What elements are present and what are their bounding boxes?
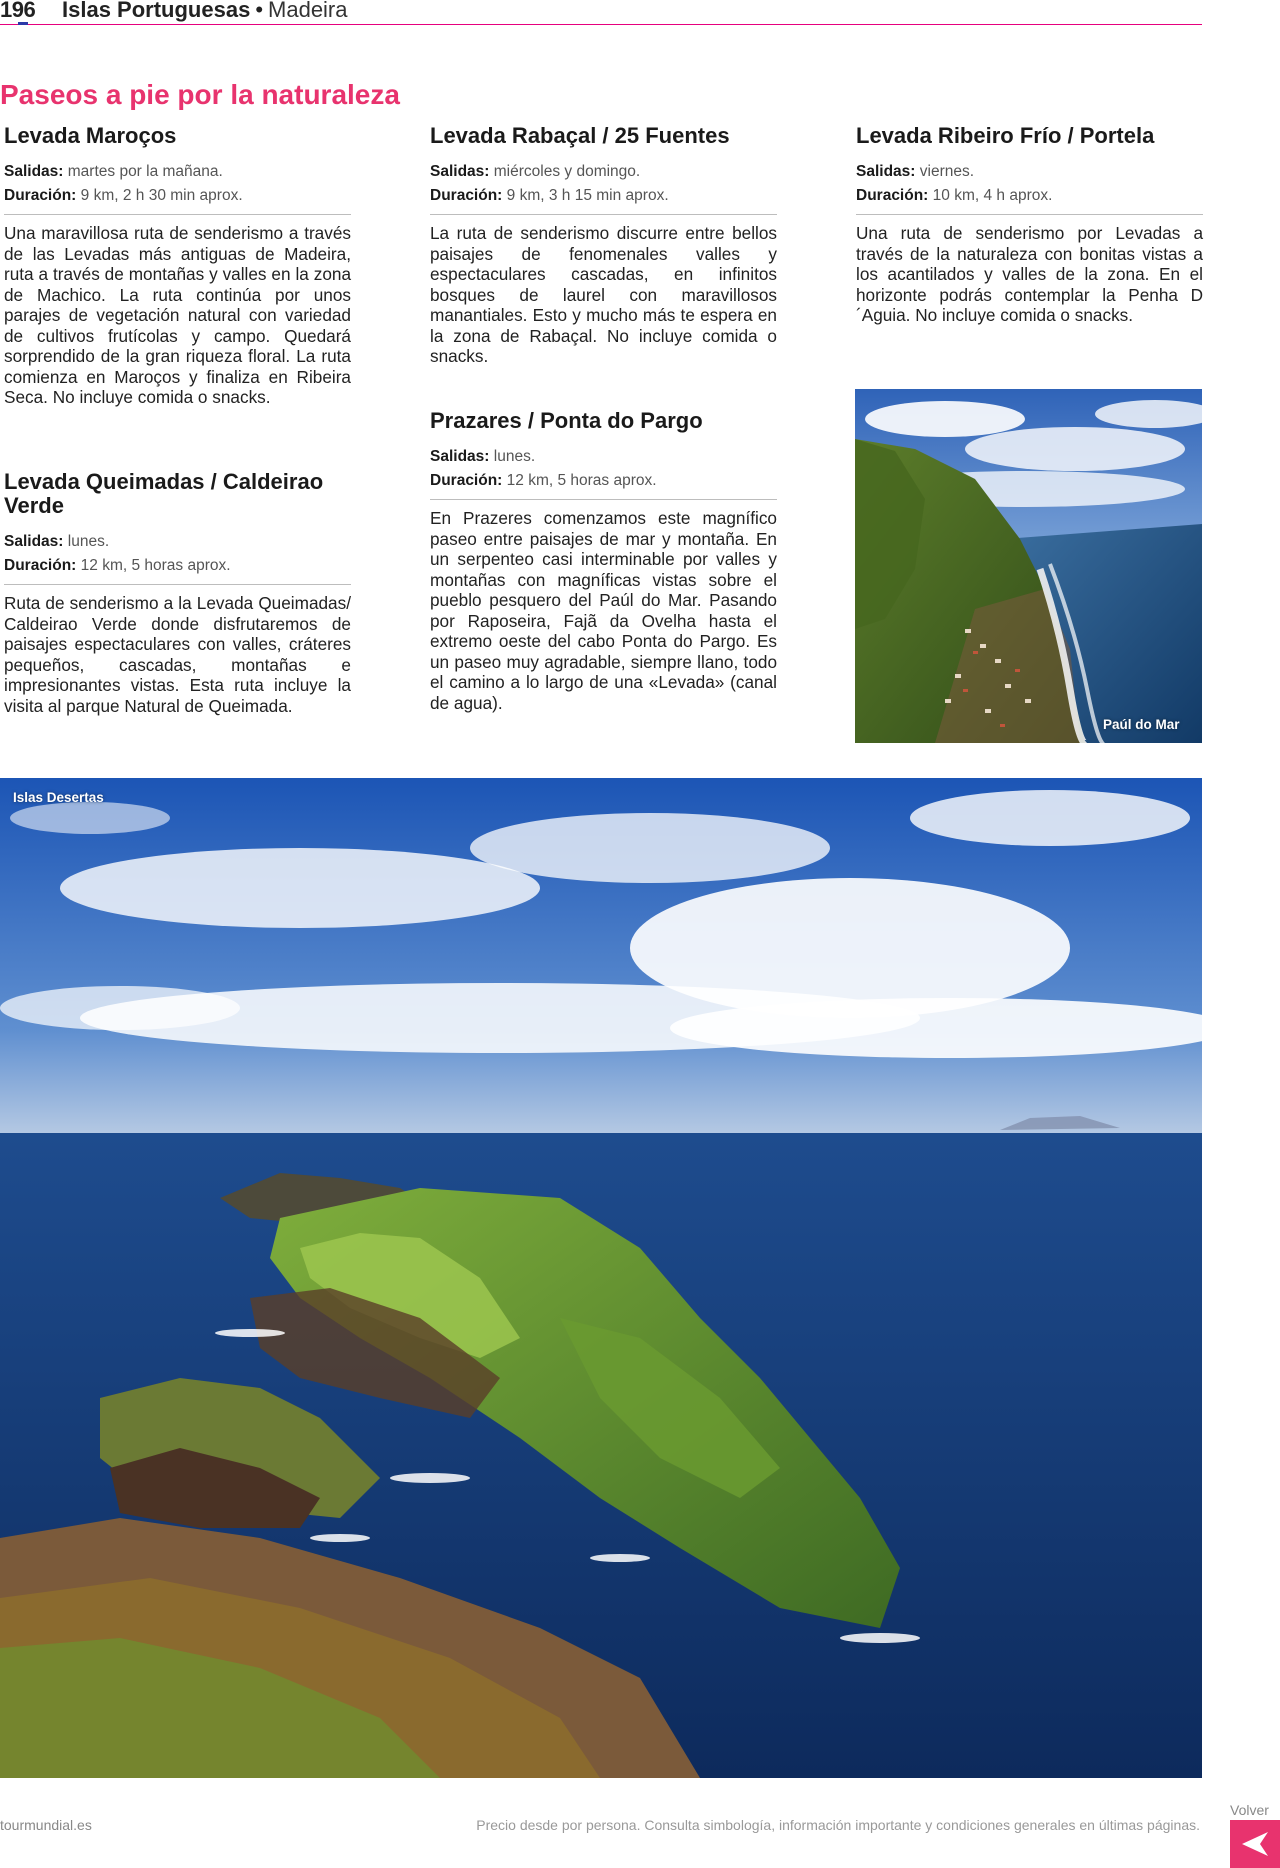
divider — [4, 214, 351, 215]
route-duration — [430, 184, 777, 208]
divider — [4, 584, 351, 585]
photo-caption: Paúl do Mar — [1103, 717, 1180, 732]
column-left — [4, 124, 351, 408]
route-levada-queimadas — [4, 470, 351, 716]
subregion-title: Madeira — [268, 0, 348, 22]
route-prazeres — [430, 409, 777, 713]
column-middle-lower — [430, 409, 777, 713]
route-title: Prazares / Ponta do Pargo — [430, 408, 703, 433]
back-label[interactable]: Volver — [1230, 1802, 1269, 1818]
departures-label: Salidas: — [4, 163, 64, 180]
departures-value: miércoles y domingo. — [493, 163, 641, 180]
page-header — [0, 0, 1202, 25]
back-arrow-icon — [1242, 1832, 1268, 1856]
column-left-lower — [4, 470, 351, 716]
route-levada-marocos — [4, 124, 351, 408]
route-title: Levada Ribeiro Frío / Portela — [856, 123, 1155, 148]
divider — [856, 214, 1203, 215]
coastal-cliff-illustration — [855, 389, 1202, 743]
departures-value: viernes. — [919, 163, 975, 180]
route-departures — [430, 160, 777, 184]
photo-islas-desertas — [0, 778, 1202, 1778]
departures-label: Salidas: — [856, 163, 916, 180]
departures-label: Salidas: — [430, 448, 490, 465]
footer-note: Precio desde por persona. Consulta simbología, información importante y condiciones generales en últimas páginas. — [476, 1817, 1200, 1833]
route-duration — [4, 184, 351, 208]
duration-label: Duración: — [4, 187, 77, 204]
route-departures — [430, 445, 777, 469]
duration-value: 10 km, 4 h aprox. — [932, 187, 1053, 204]
route-ribeiro-frio — [856, 124, 1203, 326]
duration-value: 9 km, 3 h 15 min aprox. — [506, 187, 669, 204]
divider — [430, 499, 777, 500]
departures-value: lunes. — [67, 533, 110, 550]
footer-site[interactable]: tourmundial.es — [0, 1817, 92, 1833]
route-title: Levada Maroços — [4, 123, 177, 148]
running-title — [62, 0, 348, 23]
route-departures — [856, 160, 1203, 184]
duration-value: 12 km, 5 horas aprox. — [80, 557, 231, 574]
back-button[interactable] — [1230, 1820, 1280, 1868]
route-duration — [430, 469, 777, 493]
route-title: Levada Rabaçal / 25 Fuentes — [430, 123, 730, 148]
duration-label: Duración: — [4, 557, 77, 574]
route-description: Una ruta de senderismo por Levadas a través de la naturaleza con bonitas vistas a los acantilados y valles de la zona. En el horizonte podrás contemplar la Penha D´Aguia. No incluye comida o snacks. — [856, 223, 1203, 325]
duration-value: 9 km, 2 h 30 min aprox. — [80, 187, 243, 204]
duration-label: Duración: — [430, 472, 503, 489]
departures-value: lunes. — [493, 448, 536, 465]
route-description: Ruta de senderismo a la Levada Queimadas/ Caldeirao Verde donde disfrutaremos de paisajes espectaculares con valles, cráteres pequeños, cascadas, montañas e impresionantes vistas. Esta ruta incluye la visita al parque Natural de Queimada. — [4, 593, 351, 716]
route-departures — [4, 530, 351, 554]
photo-paul-do-mar — [855, 389, 1202, 743]
departures-label: Salidas: — [430, 163, 490, 180]
duration-label: Duración: — [430, 187, 503, 204]
route-duration — [856, 184, 1203, 208]
title-separator: • — [255, 0, 264, 22]
page-number: 196 — [0, 0, 36, 22]
divider — [430, 214, 777, 215]
route-description: En Prazeres comenzamos este magnífico paseo entre paisajes de mar y montaña. En un serpenteo casi interminable por valles y montañas con magníficas vistas sobre el pueblo pesquero del Paúl do Mar. Pasando por Raposeira, Fajã da Ovelha hasta el extremo oeste del cabo Ponta do Pargo. Es un paseo muy agradable, siempre llano, todo el camino a lo largo de una «Levada» (canal de agua). — [430, 508, 777, 713]
departures-label: Salidas: — [4, 533, 64, 550]
photo-caption: Islas Desertas — [13, 790, 104, 805]
route-levada-rabacal — [430, 124, 777, 367]
duration-value: 12 km, 5 horas aprox. — [506, 472, 657, 489]
column-right — [856, 124, 1203, 326]
column-middle — [430, 124, 777, 367]
route-departures — [4, 160, 351, 184]
page-number-mark — [18, 22, 28, 25]
route-description: La ruta de senderismo discurre entre bellos paisajes de fenomenales valles y espectaculares cascadas, en infinitos bosques de laurel con maravillosos manantiales. Esto y mucho más te espera en la zona de Rabaçal. No incluye comida o snacks. — [430, 223, 777, 366]
route-duration — [4, 554, 351, 578]
route-title: Levada Queimadas / Caldeirao Verde — [4, 469, 324, 518]
duration-label: Duración: — [856, 187, 929, 204]
departures-value: martes por la mañana. — [67, 163, 223, 180]
region-title: Islas Portuguesas — [62, 0, 251, 22]
route-description: Una maravillosa ruta de senderismo a través de las Levadas más antiguas de Madeira, ruta a través de montañas y valles en la zona de Machico. La ruta continúa por unos parajes de vegetación natural con variedad de cultivos frutícolas y campo. Quedará sorprendido de la gran riqueza floral. La ruta comienza en Maroços y finaliza en Ribeira Seca. No incluye comida o snacks. — [4, 223, 351, 407]
section-title: Paseos a pie por la naturaleza — [0, 78, 400, 110]
island-coast-illustration — [0, 778, 1202, 1778]
